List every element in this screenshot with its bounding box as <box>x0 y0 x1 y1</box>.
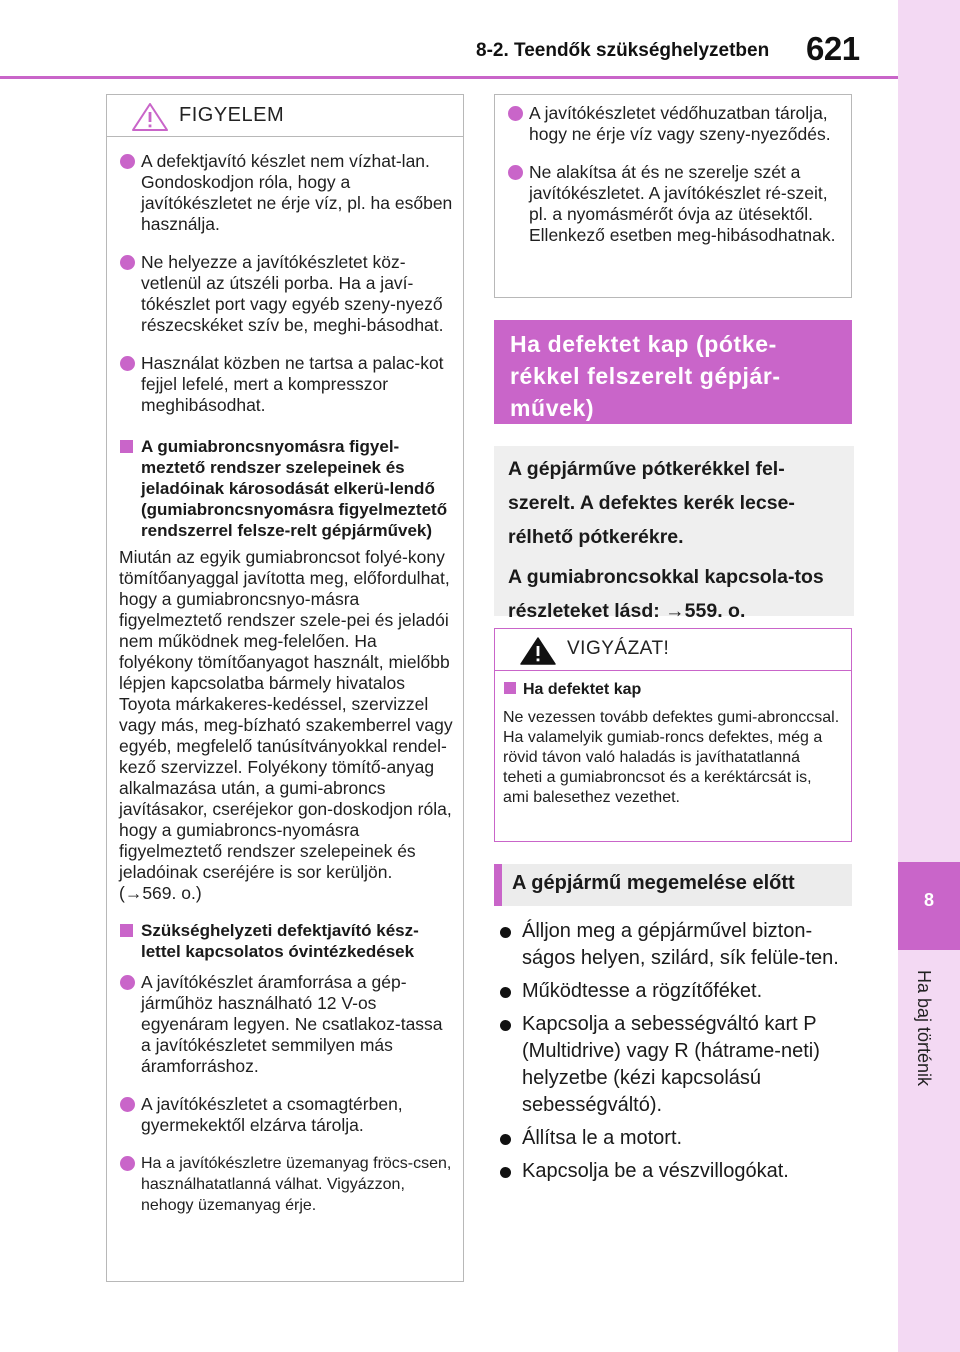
tpms-paragraph: Miután az egyik gumiabroncsot folyé-kony tömítőanyaggal javította meg, előfordulhat, hogy a gumiabroncsnyo-másra figyelmeztető rendszer szele-pei és jeladói nem működnek meg-felelően. Ha folyékony tömítőanyagot használt, mielőbb lépjen kapcsolatba bármely hivatalos Toyota márkakeres-kedéssel, szervizzel vagy más, meg-bízható szakemberrel vagy egyéb, megfelelő tanúsítványokkal rendel-kező szervizzel. Folyékony tömítő-anyag alkalmazása után, a gumi-abroncs javításakor, cseréjekor gon-doskodjon róla, hogy a gumiabroncs-nyomásra figyelmeztető rendszer szelepeinek és jeladóinak cseréjére is sor kerüljön. (→569. o.) <box>119 547 453 903</box>
warning-filled-icon <box>519 636 557 666</box>
bullet-icon <box>500 1020 511 1031</box>
subheading-tpms: A gumiabroncsnyomásra figyel-meztető rendszer szelepeinek és jeladóinak károsodását elkerü-lendő (gumiabroncsnyomásra figyelmeztető rendszerrel felsze-relt gépjárművek) <box>113 436 453 541</box>
notice-list-continued <box>501 103 841 246</box>
section-title: 8-2. Teendők szükséghelyzetben <box>476 40 770 61</box>
square-bullet-icon <box>120 924 133 937</box>
caution-label: VIGYÁZAT! <box>567 638 670 659</box>
bullet-icon <box>120 975 135 990</box>
step-item: Kapcsolja a sebességváltó kart P (Multidrive) vagy R (hátrame-neti) helyzetbe (kézi kapcsolású sebességváltó). <box>494 1011 854 1119</box>
intro-reference: A gumiabroncsokkal kapcsola-tos részleteket lásd: →559. o. <box>508 566 824 622</box>
step-item: Állítsa le a motort. <box>494 1125 854 1152</box>
chapter-label: Ha baj történik <box>914 970 934 1087</box>
bullet-icon <box>120 255 135 270</box>
section-heading: A gépjármű megemelése előtt <box>494 864 852 906</box>
notice-list <box>113 151 453 416</box>
list-item: A javítókészletet védőhuzatban tárolja, hogy ne érje víz vagy szeny-nyeződés. <box>501 103 841 145</box>
chapter-heading: Ha defektet kap (pótke-rékkel felszerelt gépjár-művek) <box>494 320 852 424</box>
square-bullet-icon <box>120 440 133 453</box>
list-item: Ne alakítsa át és ne szerelje szét a javítókészletet. A javítókészlet ré-szeit, pl. a nyomásmérőt óvja az ütésektől. Ellenkező esetben meg-hibásodhatnak. <box>501 162 841 246</box>
bullet-icon <box>120 1156 135 1171</box>
list-item: A javítókészlet áramforrása a gép-járműhöz használható 12 V-os egyenáram legyen. Ne csatlakoz-tassa a javítókészletet semmilyen más áramforráshoz. <box>113 972 453 1077</box>
notice-label: FIGYELEM <box>179 104 285 126</box>
warning-outline-icon <box>131 102 169 132</box>
list-item: A javítókészletet a csomagtérben, gyermekektől elzárva tárolja. <box>113 1094 453 1136</box>
caution-subheading: Ha defektet kap <box>503 679 841 700</box>
notice-box <box>106 94 464 1282</box>
notice-box-continued <box>494 94 852 298</box>
page-number: 621 <box>806 30 860 67</box>
repair-kit-list <box>113 972 453 1216</box>
step-item: Kapcsolja be a vészvillogókat. <box>494 1158 854 1185</box>
list-item: Ne helyezze a javítókészletet köz-vetlenül az útszéli porba. Ha a javí-tókészlet port vagy egyéb szeny-nyező részecskéket szív be, meghi-básodhat. <box>113 252 453 336</box>
list-item: A defektjavító készlet nem vízhat-lan. Gondoskodjon róla, hogy a javítókészletet ne érje víz, pl. ha esőben használja. <box>113 151 453 235</box>
bullet-icon <box>120 154 135 169</box>
bullet-icon <box>508 165 523 180</box>
bullet-icon <box>508 106 523 121</box>
steps-list <box>494 918 854 1191</box>
bullet-icon <box>120 1097 135 1112</box>
bullet-icon <box>500 987 511 998</box>
intro-box <box>494 446 854 622</box>
intro-paragraph: A gépjárműve pótkerékkel fel-szerelt. A defektes kerék lecse-rélhető pótkerékre. <box>508 458 795 548</box>
list-item: Használat közben ne tartsa a palac-kot fejjel lefelé, mert a kompresszor meghibásodhat. <box>113 353 453 416</box>
caution-box <box>494 628 852 842</box>
caution-box-header <box>495 629 851 671</box>
bullet-icon <box>500 1134 511 1145</box>
caution-text: Ne vezessen tovább defektes gumi-abronccsal. Ha valamelyik gumiab-roncs defektes, még a rövid távon való haladás is javíthatatlanná teheti a gumiabroncsot és a keréktárcsát is, ami balesethez vezethet. <box>503 709 840 806</box>
step-item: Működtesse a rögzítőféket. <box>494 978 854 1005</box>
chapter-number: 8 <box>923 890 934 910</box>
bullet-icon <box>120 356 135 371</box>
step-item: Álljon meg a gépjárművel bizton-ságos helyen, szilárd, sík felüle-ten. <box>494 918 854 972</box>
header-divider <box>0 76 898 79</box>
bullet-icon <box>500 927 511 938</box>
list-item: Ha a javítókészletre üzemanyag fröcs-csen, használhatatlanná válhat. Vigyázzon, nehogy üzemanyag érje. <box>113 1153 453 1216</box>
bullet-icon <box>500 1167 511 1178</box>
square-bullet-icon <box>504 682 516 694</box>
chapter-side-tab <box>898 0 960 1352</box>
subheading-repair-kit: Szükséghelyzeti defektjavító kész-lettel kapcsolatos óvintézkedések <box>113 920 453 962</box>
notice-box-header <box>107 95 463 137</box>
